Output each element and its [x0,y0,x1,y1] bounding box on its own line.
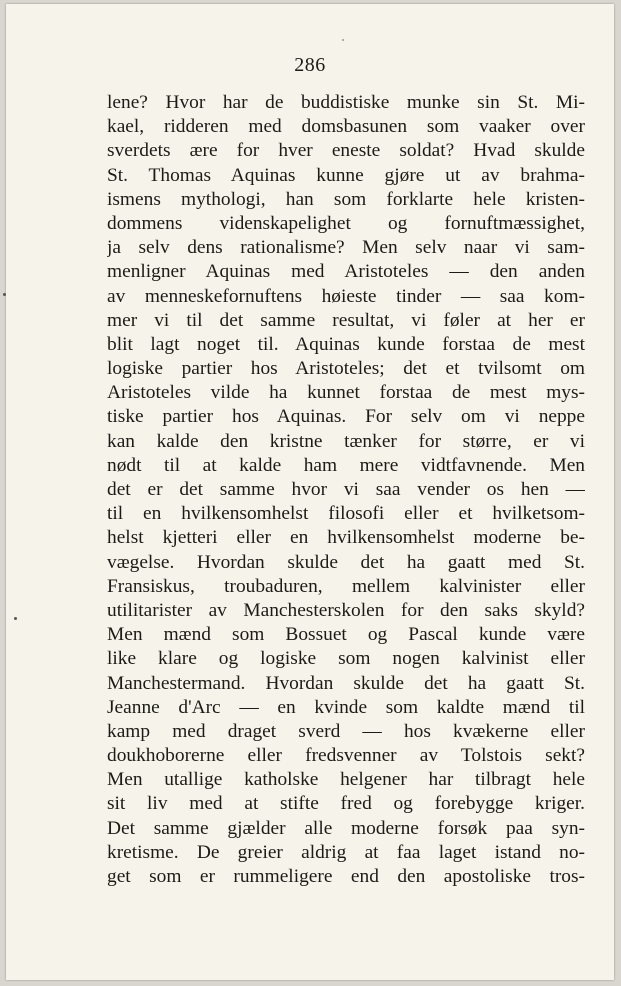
text-line: doukhoborerne eller fredsvenner av Tolstois sekt? [107,745,585,767]
text-line: av menneskefornuftens høieste tinder — saa kom- [107,285,585,307]
text-line: Det samme gjælder alle moderne forsøk paa syn- [107,817,585,839]
text-line: ismens mythologi, han som forklarte hele kristen- [107,188,585,210]
paper-speck [342,39,344,41]
text-line: Fransiskus, troubaduren, mellem kalvinister eller [107,575,585,597]
text-line: det er det samme hvor vi saa vender os hen — [107,479,585,500]
text-line: vægelse. Hvordan skulde det ha gaatt med St. [107,551,585,573]
text-line: Men mænd som Bossuet og Pascal kunde være [107,624,585,646]
margin-speck [3,293,6,296]
text-line: mer vi til det samme resultat, vi føler at her er [107,309,585,331]
text-line: dommens videnskapelighet og fornuftmæssighet, [107,212,585,234]
text-line: helst kjetteri eller en hvilkensomhelst moderne be- [107,527,585,549]
text-line: menligner Aquinas med Aristoteles — den anden [107,261,585,283]
text-line: sverdets ære for hver eneste soldat? Hvad skulde [107,140,585,162]
text-line: tiske partier hos Aquinas. For selv om vi neppe [107,406,585,428]
text-line: like klare og logiske som nogen kalvinist eller [107,648,585,670]
text-line: Manchestermand. Hvordan skulde det ha gaatt St. [107,672,585,694]
text-line: blit lagt noget til. Aquinas kunde forstaa de mest [107,333,585,355]
text-line: St. Thomas Aquinas kunne gjøre ut av brahma- [107,164,585,186]
book-page [6,4,614,980]
text-line: utilitarister av Manchesterskolen for den saks skyld? [107,599,585,621]
text-line: til en hvilkensomhelst filosofi eller et hvilketsom- [107,503,585,525]
text-line: Aristoteles vilde ha kunnet forstaa de mest mys- [107,382,585,404]
text-line: kan kalde den kristne tænker for større, er vi [107,430,585,452]
text-line: ja selv dens rationalisme? Men selv naar vi sam- [107,237,585,259]
margin-speck [14,617,17,620]
text-line: kamp med draget sverd — hos kvækerne eller [107,720,585,742]
text-line: Men utallige katholske helgener har tilbragt hele [107,769,585,791]
text-line: get som er rummeligere end den apostoliske tros- [107,866,585,887]
text-line: Jeanne d'Arc — en kvinde som kaldte mænd til [107,696,585,718]
text-line: nødt til at kalde ham mere vidtfavnende. Men [107,454,585,476]
text-line: lene? Hvor har de buddistiske munke sin St. Mi- [107,92,585,113]
page-number: 286 [294,54,326,76]
body-text [107,91,585,889]
text-line: logiske partier hos Aristoteles; det et tvilsomt om [107,358,585,380]
text-line: sit liv med at stifte fred og forebygge kriger. [107,793,585,815]
text-line: kretisme. De greier aldrig at faa laget istand no- [107,841,585,863]
text-line: kael, ridderen med domsbasunen som vaaker over [107,116,585,138]
